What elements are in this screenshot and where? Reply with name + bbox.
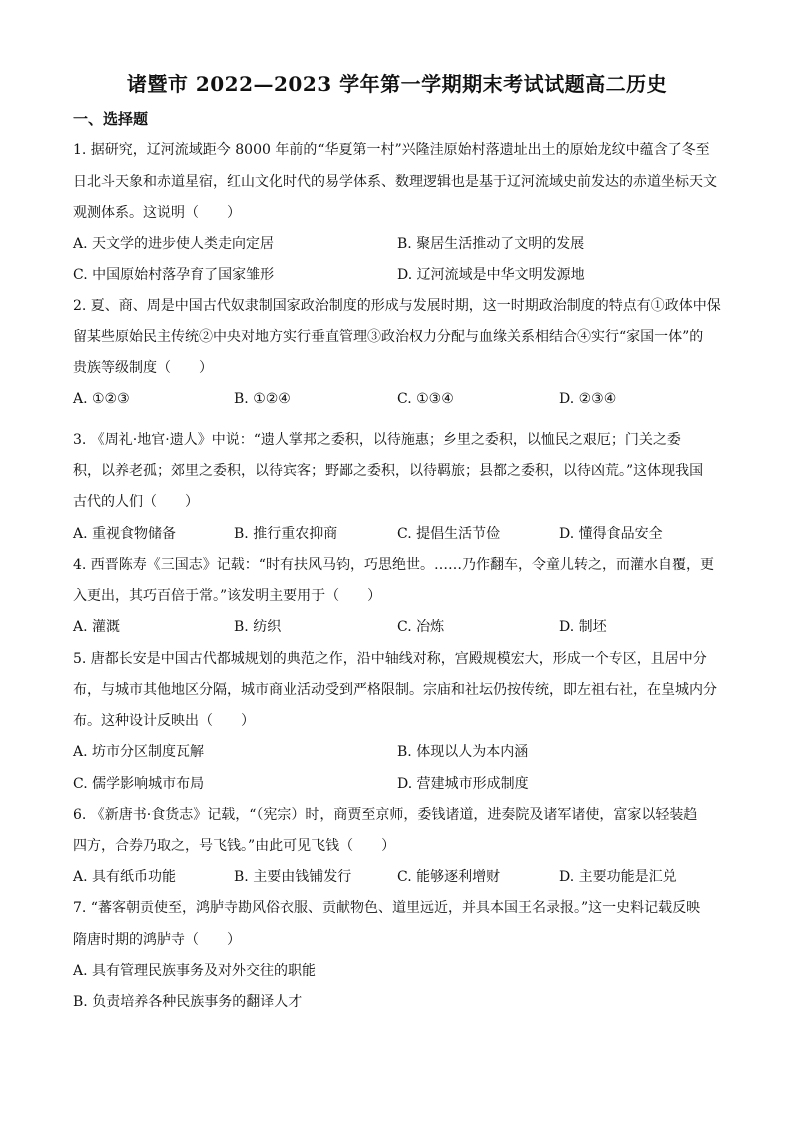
question-7-option-a: A. 具有管理民族事务及对外交往的职能 bbox=[73, 963, 317, 979]
question-5-line-3: 布。这种设计反映出（ ） bbox=[73, 713, 255, 729]
question-4-option-d: D. 制坯 bbox=[559, 619, 607, 635]
question-1-option-d: D. 辽河流域是中华文明发源地 bbox=[397, 267, 585, 283]
question-4-line-1: 4. 西晋陈寿《三国志》记载：“时有扶风马钧，巧思绝世。……乃作翻车，令童儿转之，而灌水自覆，更 bbox=[73, 557, 714, 573]
question-2-option-a: A. ①②③ bbox=[73, 391, 130, 407]
question-6-option-d: D. 主要功能是汇兑 bbox=[559, 869, 677, 885]
question-1-line-1: 1. 据研究，辽河流域距今 8000 年前的“华夏第一村”兴隆洼原始村落遗址出土的原始龙纹中蕴含了冬至 bbox=[73, 142, 710, 158]
question-5-line-1: 5. 唐都长安是中国古代都城规划的典范之作，沿中轴线对称，宫殿规模宏大，形成一个专区，且居中分 bbox=[73, 651, 707, 667]
question-6-line-1: 6. 《新唐书·食货志》记载，“（宪宗）时，商贾至京师，委钱诸道，进奏院及诸军诸使，富家以轻装趋 bbox=[73, 807, 698, 823]
question-6-option-c: C. 能够逐利增财 bbox=[397, 869, 501, 885]
question-2-option-c: C. ①③④ bbox=[397, 391, 454, 407]
question-1-option-b: B. 聚居生活推动了文明的发展 bbox=[397, 236, 585, 252]
question-3-option-a: A. 重视食物储备 bbox=[73, 526, 177, 542]
question-4-line-2: 入更出，其巧百倍于常。”该发明主要用于（ ） bbox=[73, 588, 382, 604]
question-7-line-1: 7. “蕃客朝贡使至，鸿胪寺勘风俗衣服、贡献物色、道里远近，并具本国王名录报。”这一史料记载反映 bbox=[73, 900, 701, 916]
question-2-option-d: D. ②③④ bbox=[559, 391, 617, 407]
question-3-line-3: 古代的人们（ ） bbox=[73, 494, 199, 510]
question-6-option-a: A. 具有纸币功能 bbox=[73, 869, 177, 885]
question-2-option-b: B. ①②④ bbox=[234, 391, 291, 407]
question-2-line-2: 留某些原始民主传统②中央对地方实行垂直管理③政治权力分配与血缘关系相结合④实行“家国一体”的 bbox=[73, 329, 704, 345]
page-title: 诸暨市 2022—2023 学年第一学期期末考试试题高二历史 bbox=[126, 72, 668, 96]
question-7-line-2: 隋唐时期的鸿胪寺（ ） bbox=[73, 932, 241, 948]
question-1-line-3: 观测体系。这说明（ ） bbox=[73, 205, 241, 221]
question-3-option-b: B. 推行重农抑商 bbox=[234, 526, 338, 542]
question-1-option-a: A. 天文学的进步使人类走向定居 bbox=[73, 236, 275, 252]
question-2-line-1: 2. 夏、商、周是中国古代奴隶制国家政治制度的形成与发展时期，这一时期政治制度的特点有①政体中保 bbox=[73, 298, 721, 314]
question-3-line-1: 3. 《周礼·地官·遗人》中说：“遗人掌邦之委积，以待施惠；乡里之委积，以恤民之艰厄；门关之委 bbox=[73, 432, 681, 448]
question-3-option-c: C. 提倡生活节俭 bbox=[397, 526, 501, 542]
question-6-line-2: 四方，合券乃取之，号飞钱。”由此可见飞钱（ ） bbox=[73, 838, 396, 854]
question-1-line-2: 日北斗天象和赤道星宿，红山文化时代的易学体系、数理逻辑也是基于辽河流域史前发达的赤道坐标天文 bbox=[73, 174, 717, 190]
question-5-option-c: C. 儒学影响城市布局 bbox=[73, 776, 205, 792]
question-3-line-2: 积，以养老孤；郊里之委积，以待宾客；野鄙之委积，以待羁旅；县都之委积，以待凶荒。”这体现我国 bbox=[73, 463, 704, 479]
question-7-option-b: B. 负责培养各种民族事务的翻译人才 bbox=[73, 994, 303, 1010]
question-4-option-c: C. 冶炼 bbox=[397, 619, 445, 635]
question-4-option-b: B. 纺织 bbox=[234, 619, 282, 635]
question-3-option-d: D. 懂得食品安全 bbox=[559, 526, 663, 542]
question-5-line-2: 布，与城市其他地区分隔，城市商业活动受到严格限制。宗庙和社坛仍按传统，即左祖右社，在皇城内分 bbox=[73, 682, 717, 698]
question-4-option-a: A. 灌溉 bbox=[73, 619, 121, 635]
section-heading: 一、选择题 bbox=[73, 110, 149, 128]
question-5-option-a: A. 坊市分区制度瓦解 bbox=[73, 744, 205, 760]
question-5-option-d: D. 营建城市形成制度 bbox=[397, 776, 529, 792]
question-5-option-b: B. 体现以人为本内涵 bbox=[397, 744, 529, 760]
question-6-option-b: B. 主要由钱铺发行 bbox=[234, 869, 352, 885]
question-1-option-c: C. 中国原始村落孕育了国家雏形 bbox=[73, 267, 275, 283]
question-2-line-3: 贵族等级制度（ ） bbox=[73, 360, 213, 376]
